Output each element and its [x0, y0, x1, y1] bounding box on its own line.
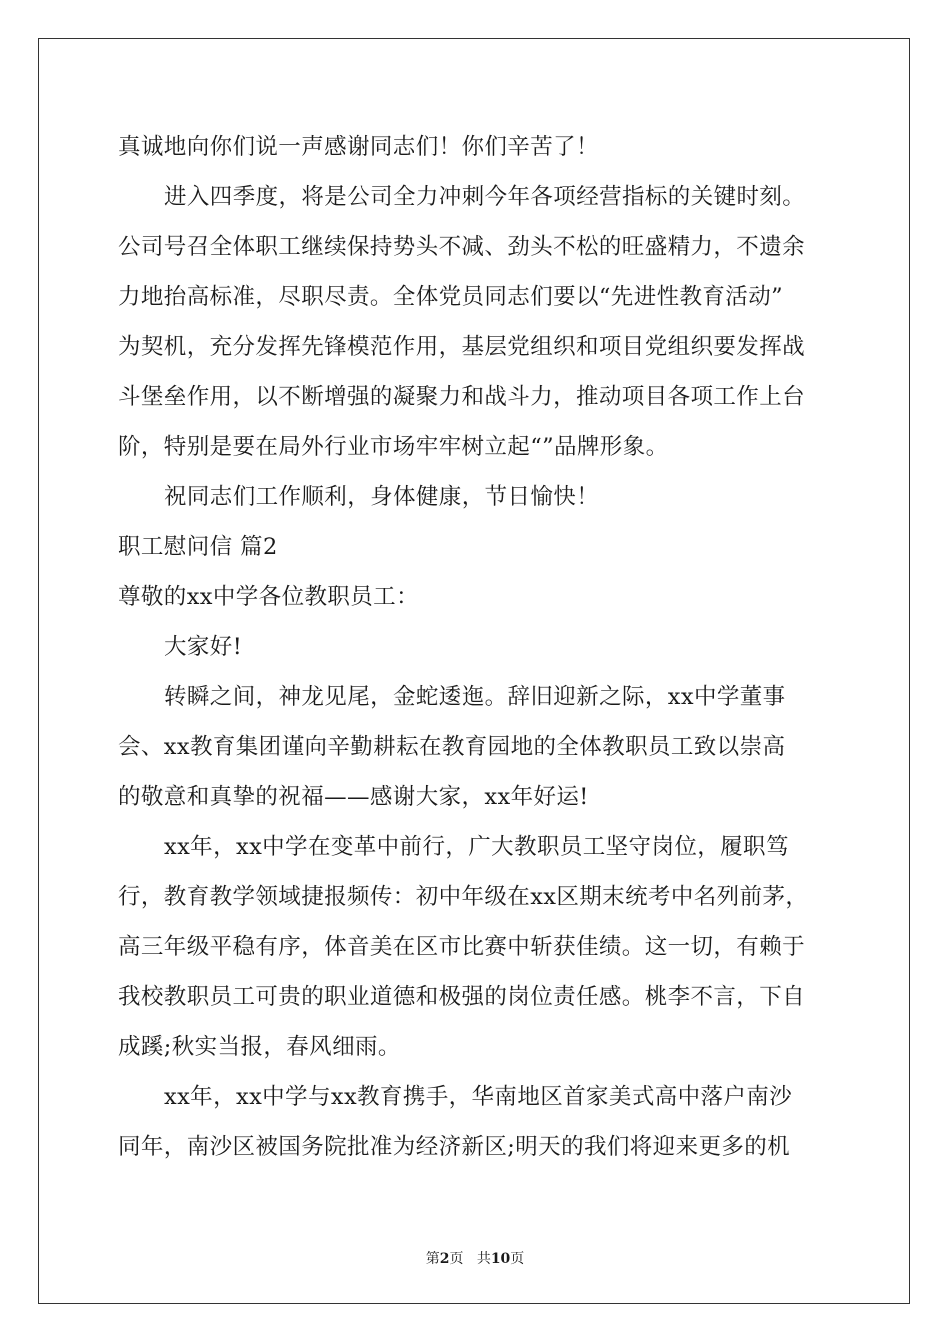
document-body [118, 127, 838, 1177]
footer-page-number: 2 [439, 1251, 450, 1267]
text-line: xx年，xx中学与xx教育携手，华南地区首家美式高中落户南沙 [164, 1084, 793, 1110]
text-line: 力地抬高标准，尽职尽责。全体党员同志们要以“先进性教育活动” [118, 284, 784, 310]
text-line: 会、xx教育集团谨向辛勤耕耘在教育园地的全体教职员工致以崇高 [118, 734, 786, 760]
text-line: 行，教育教学领域捷报频传：初中年级在xx区期末统考中名列前茅， [118, 884, 809, 910]
text-line: 为契机，充分发挥先锋模范作用，基层党组织和项目党组织要发挥战 [118, 334, 806, 360]
text-line: 成蹊;秋实当报，春风细雨。 [118, 1034, 401, 1060]
footer-page-suffix: 页 [449, 1251, 464, 1267]
text-line: 公司号召全体职工继续保持势头不减、劲头不松的旺盛精力，不遗余 [118, 234, 806, 260]
text-line: 进入四季度，将是公司全力冲刺今年各项经营指标的关键时刻。 [164, 184, 806, 210]
text-line: 的敬意和真挚的祝福——感谢大家，xx年好运! [118, 784, 589, 810]
text-line: 尊敬的xx中学各位教职员工： [118, 584, 419, 610]
text-line: 阶，特别是要在局外行业市场牢牢树立起“”品牌形象。 [118, 434, 669, 460]
page-footer [0, 1248, 950, 1268]
text-line: 转瞬之间，神龙见尾，金蛇逶迤。辞旧迎新之际，xx中学董事 [164, 684, 786, 710]
text-line: 同年，南沙区被国务院批准为经济新区;明天的我们将迎来更多的机 [118, 1134, 791, 1160]
text-line: 我校教职员工可贵的职业道德和极强的岗位责任感。桃李不言，下自 [118, 984, 806, 1010]
text-line: 职工慰问信 篇2 [118, 534, 278, 560]
text-line: 高三年级平稳有序，体音美在区市比赛中斩获佳绩。这一切，有赖于 [118, 934, 806, 960]
footer-total-suffix: 页 [510, 1251, 525, 1267]
text-line: xx年，xx中学在变革中前行，广大教职员工坚守岗位，履职笃 [164, 834, 789, 860]
footer-total-prefix: 共 [476, 1251, 491, 1267]
footer-page-prefix: 第 [425, 1251, 440, 1267]
text-line: 祝同志们工作顺利，身体健康，节日愉快！ [164, 484, 600, 510]
text-line: 斗堡垒作用，以不断增强的凝聚力和战斗力，推动项目各项工作上台 [118, 384, 806, 410]
footer-total-pages: 10 [490, 1251, 511, 1267]
text-line: 大家好! [164, 634, 243, 660]
text-line: 真诚地向你们说一声感谢同志们！你们辛苦了！ [118, 134, 599, 160]
